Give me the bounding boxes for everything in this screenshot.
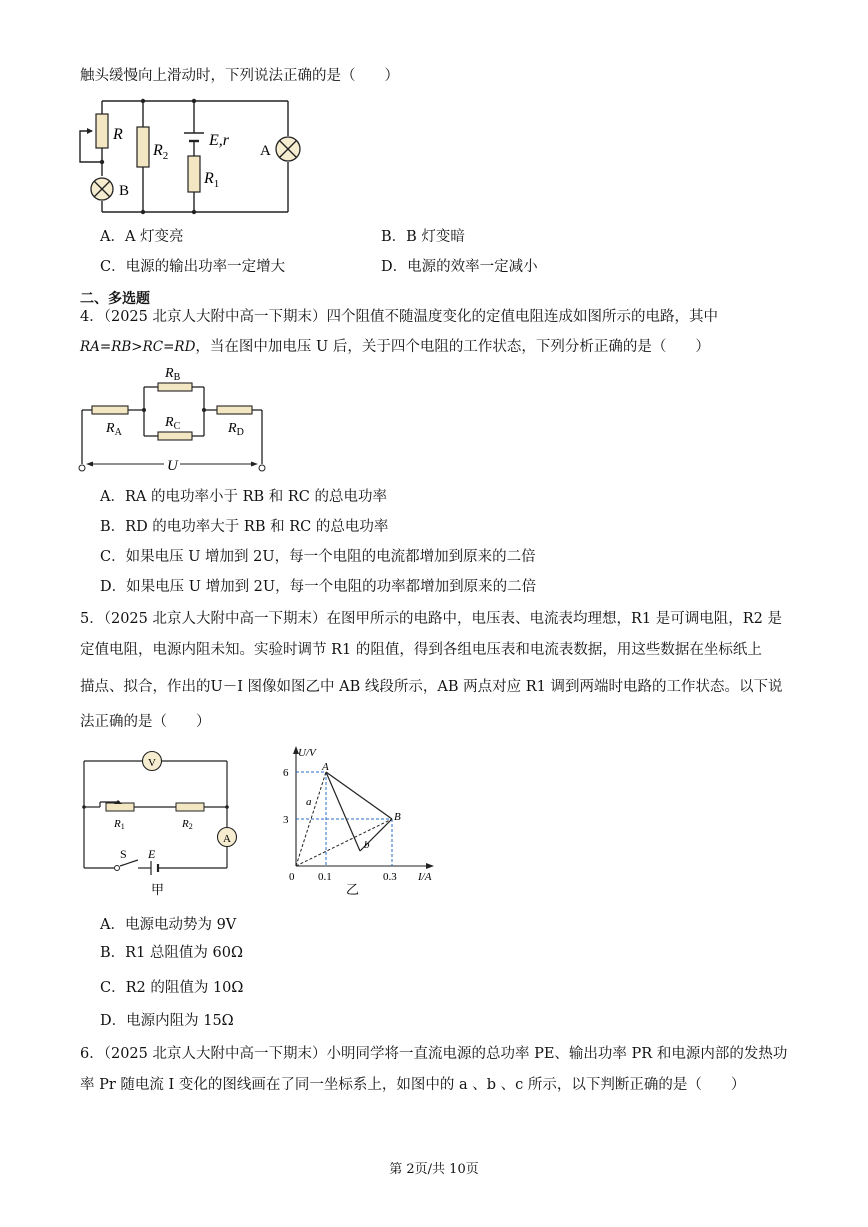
q5-yi-point-A: A xyxy=(322,761,329,773)
q5-yi-caption: 乙 xyxy=(346,882,360,897)
q3-label-R1-sub: 1 xyxy=(213,178,220,190)
svg-text:RD xyxy=(227,421,244,438)
svg-text:R2 xyxy=(181,818,193,831)
q4-label-RB: R xyxy=(165,366,174,381)
q5-jia-R1: R xyxy=(114,818,121,830)
section-title: 二、多选题 xyxy=(80,291,150,307)
q5-stem-line1: 5．（2025 北京人大附中高一下期末）在图甲所示的电路中，电压表、电流表均理想，R1 是可调电阻，R2 是 xyxy=(80,611,782,627)
q4-option-c: C．如果电压 U 增加到 2U，每一个电阻的电流都增加到原来的二倍 xyxy=(100,549,536,565)
q3-option-b: B．B 灯变暗 xyxy=(381,229,465,245)
q5-stem-line4: 法正确的是（ ） xyxy=(80,714,211,730)
q5-jia-R2: R xyxy=(182,818,189,830)
q5-circuit-jia xyxy=(76,748,244,898)
q5-jia-caption: 甲 xyxy=(151,882,165,897)
q3-option-d: D．电源的效率一定减小 xyxy=(381,259,538,275)
q3-option-c: C．电源的输出功率一定增大 xyxy=(100,259,286,275)
q4-circuit-figure xyxy=(72,360,272,478)
q5-yi-ytick-3: 3 xyxy=(283,814,289,826)
svg-text:R1 xyxy=(203,170,219,190)
q5-jia-R1-sub: 1 xyxy=(120,822,125,831)
q4-label-RA: R xyxy=(106,421,115,436)
q5-option-a: A．电源电动势为 9V xyxy=(100,917,237,933)
q4-stem-line1: 4．（2025 北京人大附中高一下期末）四个阻值不随温度变化的定值电阻连成如图所示的电路，其中 xyxy=(80,309,718,325)
svg-text:R2 xyxy=(152,142,168,162)
q6-stem-line2: 率 Pr 随电流 I 变化的图线画在了同一坐标系上，如图中的 a 、b 、c 所示，以下判断正确的是（ ） xyxy=(80,1077,746,1093)
q3-option-a: A．A 灯变亮 xyxy=(100,229,184,245)
q4-label-RD-sub: D xyxy=(236,427,244,438)
q3-circuit-figure xyxy=(70,94,310,220)
q5-jia-voltmeter-label: V xyxy=(148,757,156,769)
q4-option-d: D．如果电压 U 增加到 2U，每一个电阻的功率都增加到原来的二倍 xyxy=(100,579,537,595)
q3-label-B: B xyxy=(119,183,130,199)
svg-text:RA xyxy=(105,421,123,438)
q3-label-R2-sub: 2 xyxy=(162,150,169,162)
q4-label-U: U xyxy=(167,458,178,474)
q3-label-A: A xyxy=(260,143,271,159)
q4-label-RA-sub: A xyxy=(114,427,122,438)
q5-yi-xtick-0: 0 xyxy=(289,871,295,883)
q5-yi-xtick-01: 0.1 xyxy=(318,871,332,883)
q4-option-b: B．RD 的电功率大于 RB 和 RC 的总电功率 xyxy=(100,519,389,535)
q5-yi-line-a: a xyxy=(306,796,312,808)
q3-stem-tail: 触头缓慢向上滑动时，下列说法正确的是（ ） xyxy=(80,68,399,84)
q4-option-a: A．RA 的电功率小于 RB 和 RC 的总电功率 xyxy=(100,489,387,505)
q3-label-R1: R xyxy=(204,170,214,187)
svg-text:RC xyxy=(164,415,181,432)
q5-yi-line-b: b xyxy=(364,839,370,851)
q5-yi-xtick-03: 0.3 xyxy=(383,871,397,883)
q5-yi-point-B: B xyxy=(394,811,401,823)
q4-label-RB-sub: B xyxy=(173,372,181,383)
q4-relation: RA=RB>RC=RD xyxy=(80,339,196,355)
q5-option-b: B．R1 总阻值为 60Ω xyxy=(100,945,243,961)
q5-jia-emf-label: E xyxy=(148,847,156,861)
q4-label-RC-sub: C xyxy=(173,421,181,432)
page-footer: 第 2页/共 10页 xyxy=(389,1162,479,1177)
q4-label-RC: R xyxy=(165,415,174,430)
q4-label-RD: R xyxy=(228,421,237,436)
q5-jia-ammeter-label: A xyxy=(223,833,231,845)
q5-graph-yi xyxy=(278,738,438,898)
q3-label-Er: E,r xyxy=(209,132,229,149)
q5-yi-xlabel: I/A xyxy=(418,871,432,883)
q4-stem-line2: ，当在图中加电压 U 后，关于四个电阻的工作状态，下列分析正确的是（ ） xyxy=(195,339,710,355)
svg-text:R1 xyxy=(113,818,125,831)
q5-stem-line3: 描点、拟合，作出的U－I 图像如图乙中 AB 线段所示，AB 两点对应 R1 调到两端时电路的工作状态。以下说 xyxy=(80,679,783,695)
q3-label-R: R xyxy=(113,126,123,143)
svg-text:RB xyxy=(164,366,181,383)
q5-option-c: C．R2 的阻值为 10Ω xyxy=(100,980,244,996)
q5-stem-line2: 定值电阻，电源内阻未知。实验时调节 R1 的阻值，得到各组电压表和电流表数据，用这些数据在坐标纸上 xyxy=(80,642,762,658)
q6-stem-line1: 6．（2025 北京人大附中高一下期末）小明同学将一直流电源的总功率 PE、输出功率 PR 和电源内部的发热功 xyxy=(80,1046,788,1062)
q5-yi-ytick-6: 6 xyxy=(283,767,289,779)
q5-option-d: D．电源内阻为 15Ω xyxy=(100,1013,234,1029)
q5-jia-switch-label: S xyxy=(120,847,127,861)
q5-yi-ylabel: U/V xyxy=(298,747,316,759)
q5-jia-R2-sub: 2 xyxy=(188,822,193,831)
q3-label-R2: R xyxy=(153,142,163,159)
